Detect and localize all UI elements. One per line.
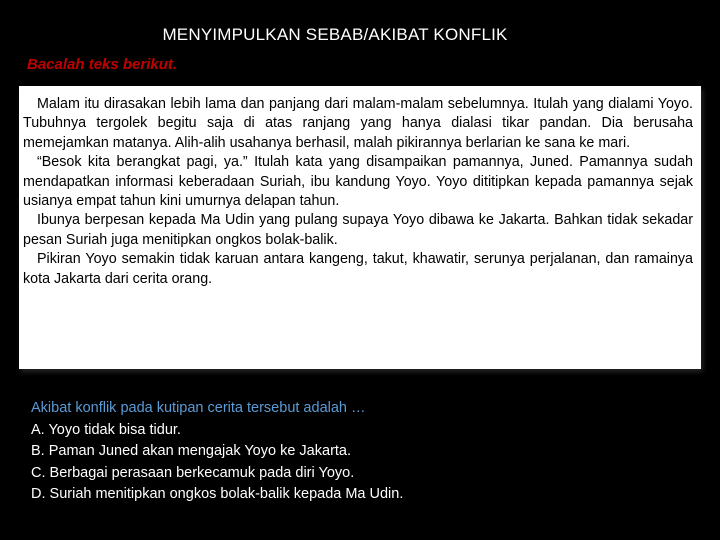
question-block xyxy=(31,398,691,506)
option-d: D. Suriah menitipkan ongkos bolak-balik kepada Ma Udin. xyxy=(31,486,404,502)
passage-text xyxy=(23,95,693,289)
instruction-text: Bacalah teks berikut. xyxy=(27,56,178,73)
passage-paragraph-2: “Besok kita berangkat pagi, ya.” Itulah kata yang disampaikan pamannya, Juned. Pamannya sudah mendapatkan informasi keberadaan Suriah, ibu kandung Yoyo. Yoyo dititipkan kepada pamannya sejak usianya empat tahun kini umurnya delapan tahun. xyxy=(23,154,693,210)
passage-paragraph-3: Ibunya berpesan kepada Ma Udin yang pulang supaya Yoyo dibawa ke Jakarta. Bahkan tidak sekadar pesan Suriah juga menitipkan ongkos bolak-balik. xyxy=(23,212,693,248)
slide-title: MENYIMPULKAN SEBAB/AKIBAT KONFLIK xyxy=(162,25,508,44)
passage-paragraph-4: Pikiran Yoyo semakin tidak karuan antara kangeng, takut, khawatir, serunya perjalanan, dan ramainya kota Jakarta dari cerita orang. xyxy=(23,251,693,287)
passage-box xyxy=(19,86,701,369)
passage-paragraph-1: Malam itu dirasakan lebih lama dan panjang dari malam-malam sebelumnya. Itulah yang dialami Yoyo. Tubuhnya tergolek begitu saja di atas ranjang yang hanya dialasi tikar pandan. Dia berusaha memejamkan matanya. Alih-alih usahanya berhasil, malah pikirannya berlarian ke sana ke mari. xyxy=(23,96,693,151)
question-text: Akibat konflik pada kutipan cerita tersebut adalah … xyxy=(31,400,366,416)
option-c: C. Berbagai perasaan berkecamuk pada diri Yoyo. xyxy=(31,464,355,481)
option-a: A. Yoyo tidak bisa tidur. xyxy=(31,421,181,438)
option-b: B. Paman Juned akan mengajak Yoyo ke Jakarta. xyxy=(31,443,352,459)
